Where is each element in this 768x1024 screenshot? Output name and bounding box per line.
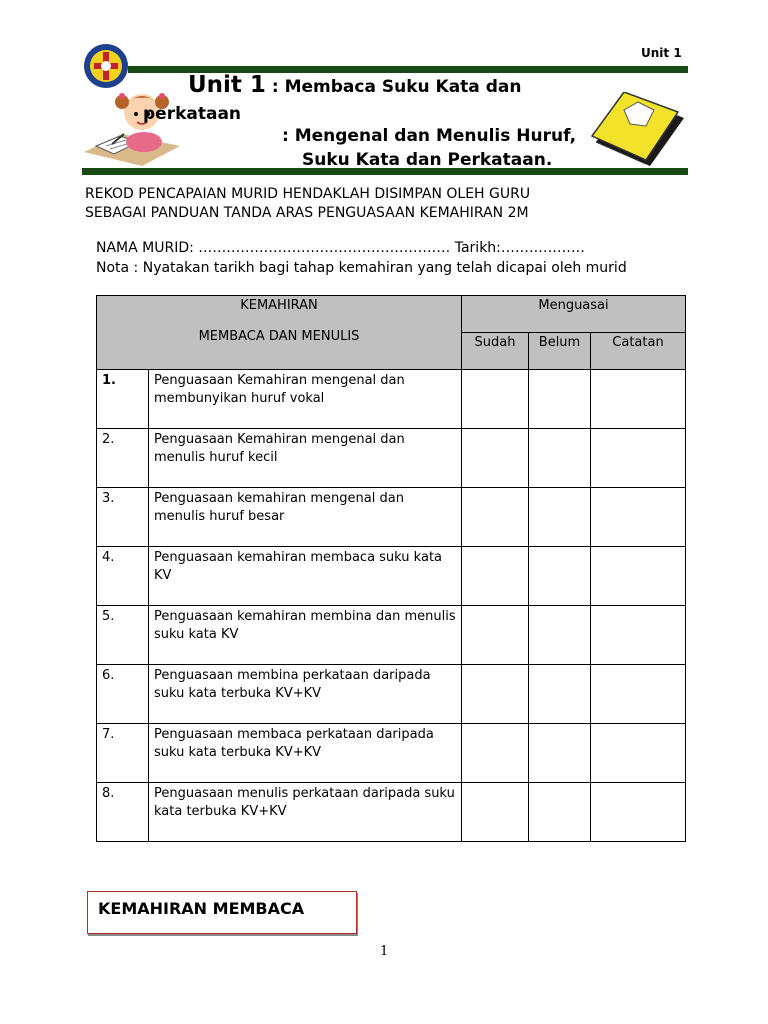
yellow-book-illustration bbox=[588, 92, 686, 172]
table-row bbox=[97, 370, 686, 429]
skill-header bbox=[97, 296, 462, 370]
row-number: 2. bbox=[97, 429, 149, 488]
sudah-cell[interactable] bbox=[462, 370, 529, 429]
skill-description: Penguasaan membina perkataan daripada suku kata terbuka KV+KV bbox=[149, 665, 462, 724]
skill-description: Penguasaan menulis perkataan daripada suku kata terbuka KV+KV bbox=[149, 783, 462, 842]
sudah-cell[interactable] bbox=[462, 665, 529, 724]
col-sudah: Sudah bbox=[462, 333, 529, 370]
skill-description: Penguasaan kemahiran membaca suku kata KV bbox=[149, 547, 462, 606]
catatan-cell[interactable] bbox=[591, 547, 686, 606]
belum-cell[interactable] bbox=[529, 665, 591, 724]
skill-description: Penguasaan Kemahiran mengenal dan menulis huruf kecil bbox=[149, 429, 462, 488]
catatan-cell[interactable] bbox=[591, 783, 686, 842]
table-row bbox=[97, 429, 686, 488]
skill-description: Penguasaan Kemahiran mengenal dan membunyikan huruf vokal bbox=[149, 370, 462, 429]
title-line-3: : Mengenal dan Menulis Huruf, bbox=[282, 126, 577, 146]
sudah-cell[interactable] bbox=[462, 606, 529, 665]
catatan-cell[interactable] bbox=[591, 429, 686, 488]
skill-description: Penguasaan kemahiran mengenal dan menulis huruf besar bbox=[149, 488, 462, 547]
skill-header-line-2: MEMBACA DAN MENULIS bbox=[198, 329, 360, 344]
table-row bbox=[97, 606, 686, 665]
table-row bbox=[97, 724, 686, 783]
title-line-1 bbox=[188, 72, 521, 98]
sudah-cell[interactable] bbox=[462, 488, 529, 547]
sudah-cell[interactable] bbox=[462, 547, 529, 606]
sudah-cell[interactable] bbox=[462, 783, 529, 842]
skill-header-line-1: KEMAHIRAN bbox=[240, 298, 318, 313]
row-number: 8. bbox=[97, 783, 149, 842]
belum-cell[interactable] bbox=[529, 370, 591, 429]
belum-cell[interactable] bbox=[529, 429, 591, 488]
belum-cell[interactable] bbox=[529, 606, 591, 665]
header-bar-bottom bbox=[82, 168, 688, 175]
mastery-header: Menguasai bbox=[462, 296, 686, 333]
catatan-cell[interactable] bbox=[591, 724, 686, 783]
catatan-cell[interactable] bbox=[591, 665, 686, 724]
row-number: 6. bbox=[97, 665, 149, 724]
title-line-4: Suku Kata dan Perkataan. bbox=[302, 150, 553, 168]
skills-record-table bbox=[96, 295, 686, 842]
table-row bbox=[97, 547, 686, 606]
unit-tag: Unit 1 bbox=[641, 46, 682, 60]
sudah-cell[interactable] bbox=[462, 724, 529, 783]
belum-cell[interactable] bbox=[529, 488, 591, 547]
belum-cell[interactable] bbox=[529, 783, 591, 842]
catatan-cell[interactable] bbox=[591, 606, 686, 665]
belum-cell[interactable] bbox=[529, 724, 591, 783]
catatan-cell[interactable] bbox=[591, 370, 686, 429]
catatan-cell[interactable] bbox=[591, 488, 686, 547]
student-name-date-line: NAMA MURID: ……………………………………………… Tarikh:……………… bbox=[96, 240, 585, 256]
instruction-line-1: REKOD PENCAPAIAN MURID HENDAKLAH DISIMPAN OLEH GURU bbox=[85, 186, 531, 202]
page-number: 1 bbox=[380, 944, 389, 959]
col-catatan: Catatan bbox=[591, 333, 686, 370]
title-subject: : Membaca Suku Kata dan bbox=[265, 77, 522, 97]
row-number: 4. bbox=[97, 547, 149, 606]
row-number: 1. bbox=[97, 370, 149, 429]
unit-title: Unit 1 bbox=[188, 72, 266, 98]
col-belum: Belum bbox=[529, 333, 591, 370]
title-line-2: perkataan bbox=[143, 104, 242, 124]
belum-cell[interactable] bbox=[529, 547, 591, 606]
table-row bbox=[97, 665, 686, 724]
note-text: Nota : Nyatakan tarikh bagi tahap kemahiran yang telah dicapai oleh murid bbox=[96, 260, 627, 276]
skill-description: Penguasaan kemahiran membina dan menulis suku kata KV bbox=[149, 606, 462, 665]
skill-description: Penguasaan membaca perkataan daripada suku kata terbuka KV+KV bbox=[149, 724, 462, 783]
row-number: 5. bbox=[97, 606, 149, 665]
table-row bbox=[97, 488, 686, 547]
sudah-cell[interactable] bbox=[462, 429, 529, 488]
row-number: 3. bbox=[97, 488, 149, 547]
row-number: 7. bbox=[97, 724, 149, 783]
table-row bbox=[97, 783, 686, 842]
section-heading: KEMAHIRAN MEMBACA bbox=[98, 899, 305, 918]
instruction-line-2: SEBAGAI PANDUAN TANDA ARAS PENGUASAAN KEMAHIRAN 2M bbox=[85, 205, 529, 221]
